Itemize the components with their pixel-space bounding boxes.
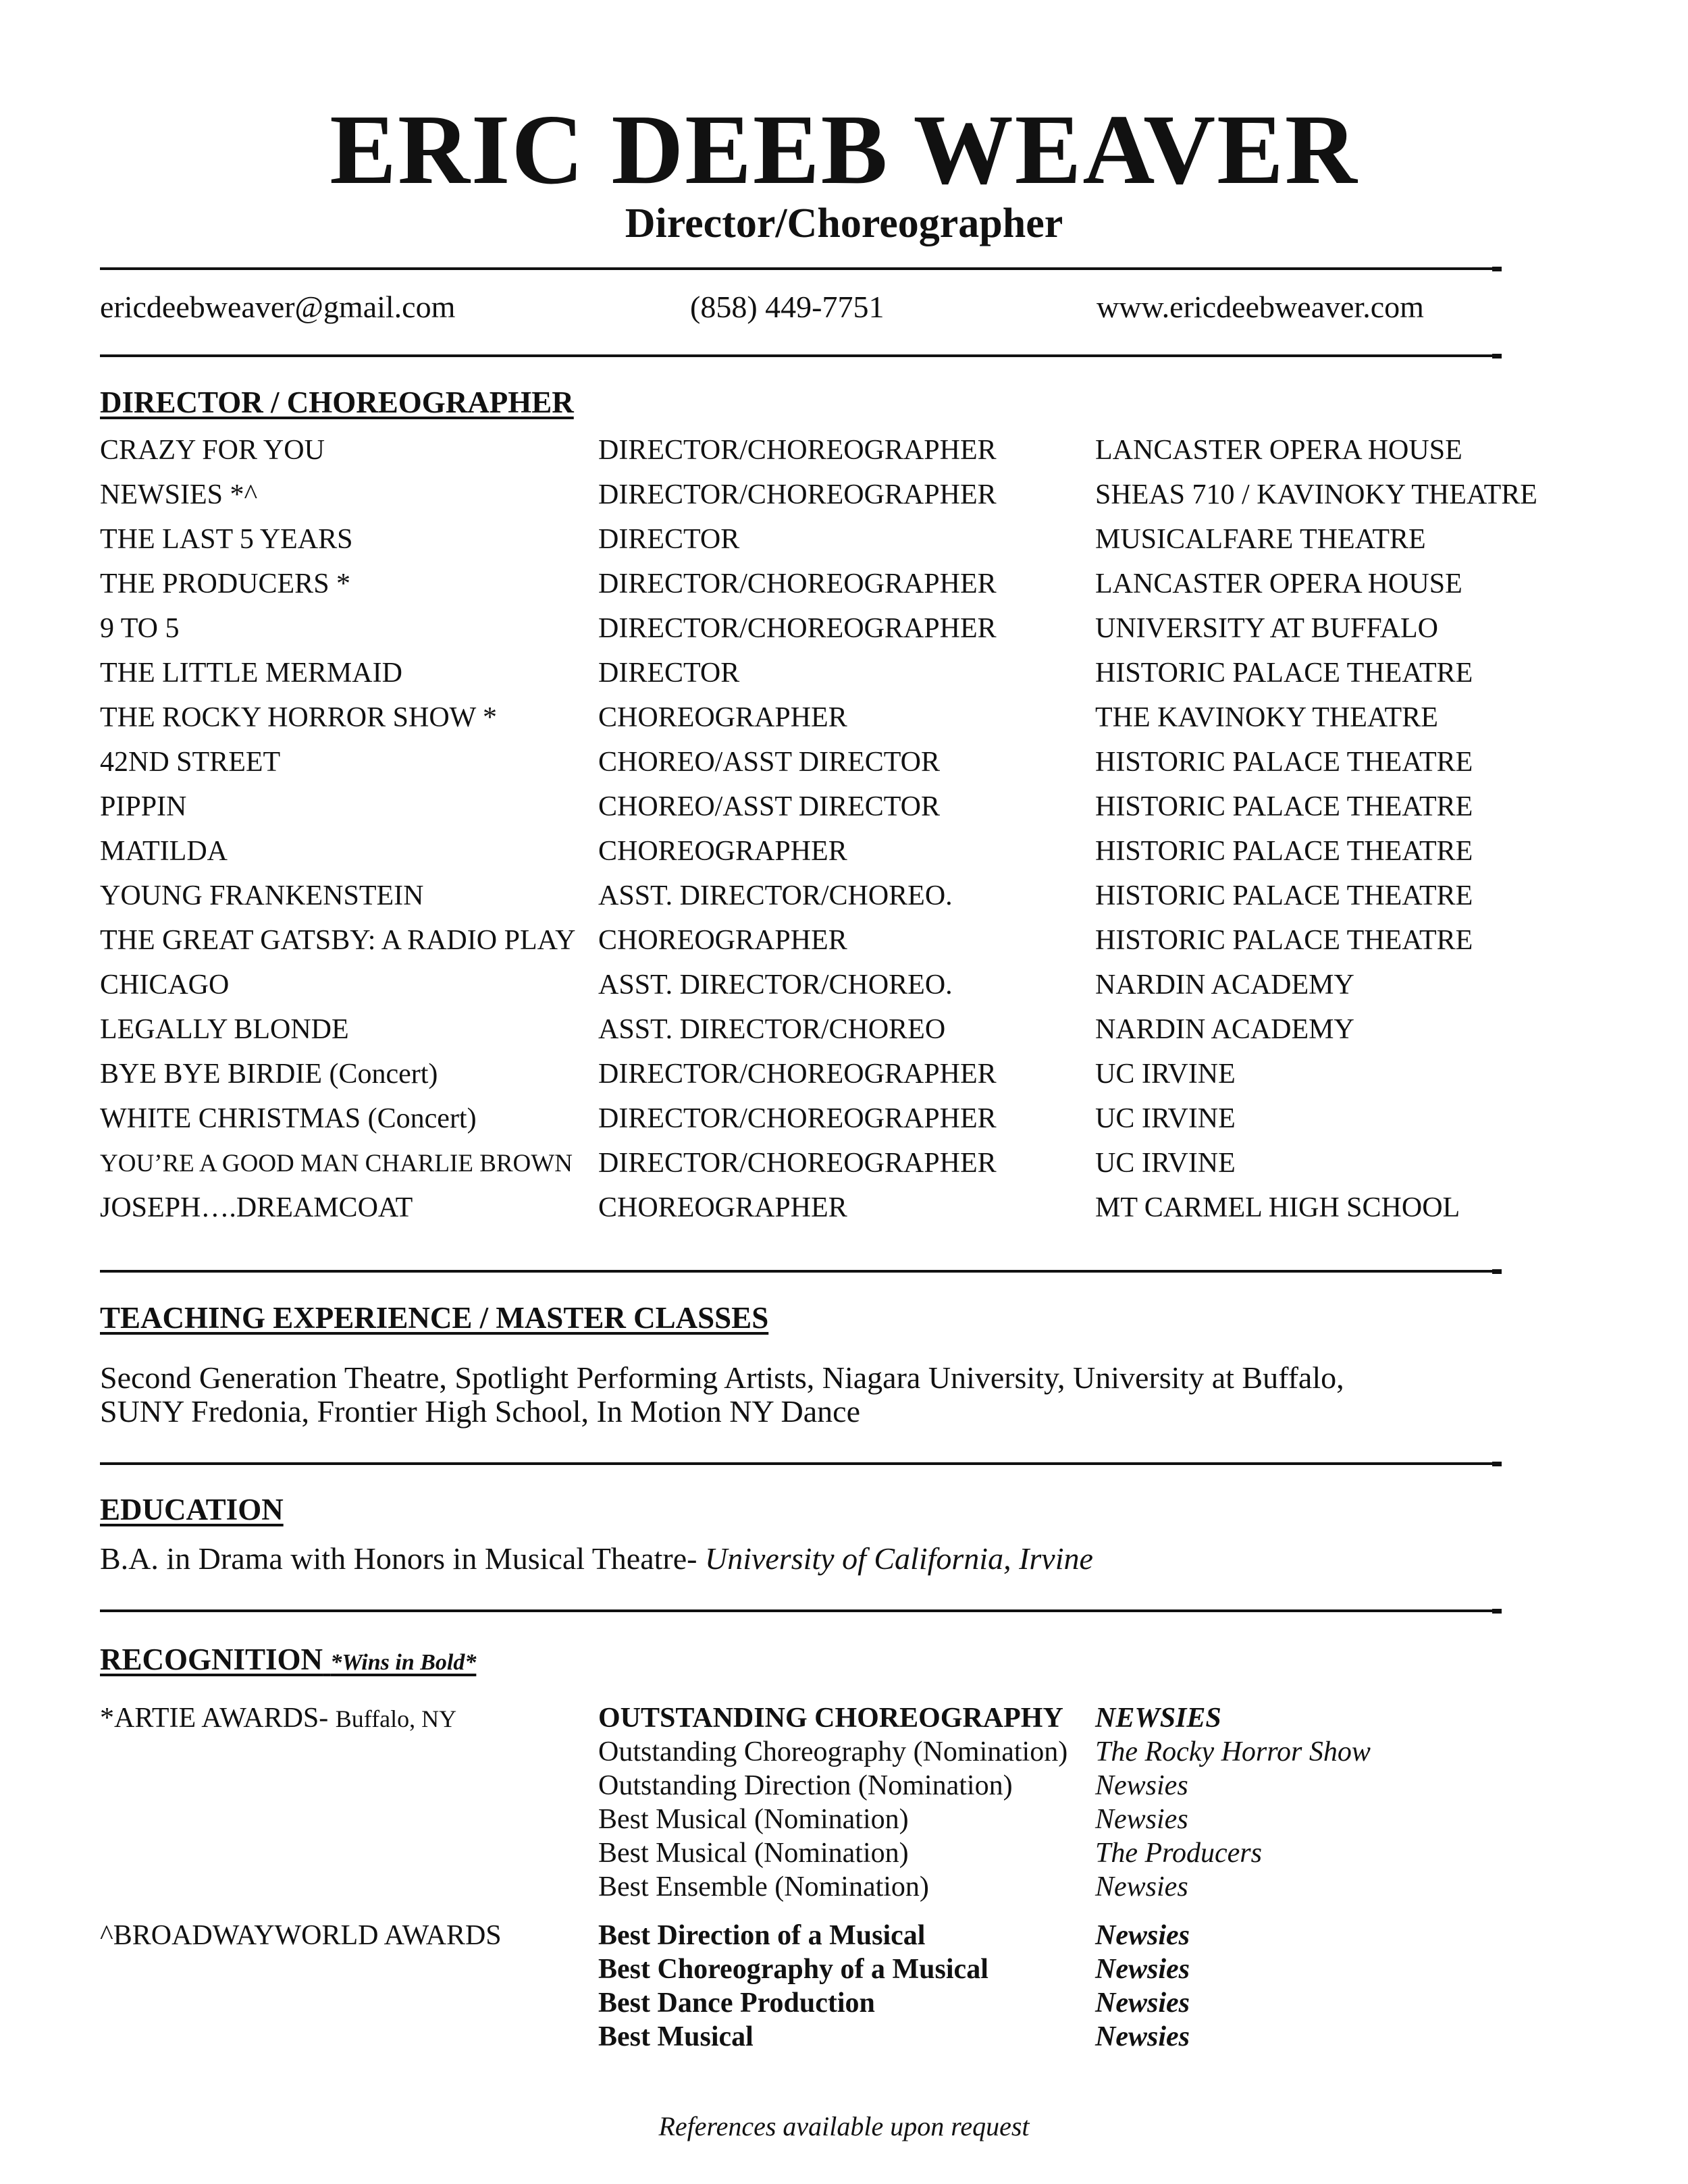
credit-venue: HISTORIC PALACE THEATRE <box>1095 925 1473 956</box>
credit-show: PIPPIN <box>100 791 187 822</box>
credit-row <box>100 926 1585 971</box>
contact-website[interactable]: www.ericdeebweaver.com <box>1097 290 1424 324</box>
credit-row <box>100 614 1585 659</box>
award-name: Best Musical (Nomination) <box>598 1804 909 1835</box>
credit-venue: HISTORIC PALACE THEATRE <box>1095 791 1473 822</box>
award-row <box>598 1736 1371 1772</box>
teaching-line-1: Second Generation Theatre, Spotlight Performing Artists, Niagara University, University at Buffalo, <box>100 1360 1344 1395</box>
credit-row <box>100 570 1585 614</box>
divider <box>100 1270 1492 1273</box>
credit-row <box>100 481 1585 525</box>
credit-row <box>100 882 1585 926</box>
credit-venue: THE KAVINOKY THEATRE <box>1095 702 1438 733</box>
divider <box>100 1609 1492 1612</box>
credit-show: THE ROCKY HORROR SHOW * <box>100 702 498 733</box>
credit-role: DIRECTOR <box>598 524 740 555</box>
credit-row <box>100 659 1585 703</box>
credit-role: CHOREOGRAPHER <box>598 702 847 733</box>
credit-show: NEWSIES *^ <box>100 479 258 510</box>
recognition-title: RECOGNITION <box>100 1643 323 1676</box>
award-row <box>598 1988 1190 2023</box>
credit-role: ASST. DIRECTOR/CHOREO. <box>598 880 953 911</box>
credit-show: 9 TO 5 <box>100 613 180 644</box>
award-name: Best Choreography of a Musical <box>598 1954 988 1985</box>
credit-venue: UC IRVINE <box>1095 1059 1236 1090</box>
credit-row <box>100 1194 1585 1238</box>
credit-venue: MT CARMEL HIGH SCHOOL <box>1095 1192 1460 1223</box>
credit-venue: LANCASTER OPERA HOUSE <box>1095 568 1462 600</box>
section-heading-education: EDUCATION <box>100 1493 284 1526</box>
credit-row <box>100 525 1585 570</box>
award-name: Best Dance Production <box>598 1988 875 2019</box>
resume-title: Director/Choreographer <box>625 201 1063 246</box>
credit-role: ASST. DIRECTOR/CHOREO <box>598 1014 946 1045</box>
credit-role: DIRECTOR <box>598 658 740 689</box>
award-work: Newsies <box>1095 1988 1190 2019</box>
credit-show: THE LITTLE MERMAID <box>100 658 402 689</box>
divider <box>100 354 1492 357</box>
credit-row <box>100 1015 1585 1060</box>
credit-row <box>100 1060 1585 1104</box>
credit-row <box>100 1149 1585 1194</box>
credit-show: BYE BYE BIRDIE (Concert) <box>100 1059 438 1090</box>
credit-role: DIRECTOR/CHOREOGRAPHER <box>598 435 997 466</box>
credit-show: THE PRODUCERS * <box>100 568 351 600</box>
award-row <box>598 1871 1188 1907</box>
award-category-location: Buffalo, NY <box>335 1705 457 1732</box>
award-row <box>598 1920 1190 1955</box>
credit-role: DIRECTOR/CHOREOGRAPHER <box>598 1059 997 1090</box>
recognition-note: *Wins in Bold* <box>330 1650 477 1675</box>
award-name: Outstanding Choreography (Nomination) <box>598 1736 1068 1767</box>
credit-show: MATILDA <box>100 836 228 867</box>
credit-show: 42ND STREET <box>100 747 281 778</box>
credit-venue: HISTORIC PALACE THEATRE <box>1095 880 1473 911</box>
award-category-label: *ARTIE AWARDS- <box>100 1703 336 1734</box>
award-name: Outstanding Direction (Nomination) <box>598 1770 1013 1801</box>
teaching-line-2: SUNY Fredonia, Frontier High School, In Motion NY Dance <box>100 1394 861 1429</box>
award-category-broadwayworld: ^BROADWAYWORLD AWARDS <box>100 1920 502 1951</box>
credit-venue: UC IRVINE <box>1095 1103 1236 1134</box>
credit-row <box>100 1104 1585 1149</box>
education-school: University of California, Irvine <box>704 1541 1093 1576</box>
credit-row <box>100 971 1585 1015</box>
divider <box>100 267 1492 270</box>
credit-show: CHICAGO <box>100 969 230 1001</box>
references-note: References available upon request <box>658 2111 1030 2141</box>
contact-email[interactable]: ericdeebweaver@gmail.com <box>100 290 456 324</box>
award-work: Newsies <box>1095 1920 1190 1951</box>
credit-row <box>100 793 1585 837</box>
award-name: Best Direction of a Musical <box>598 1920 926 1951</box>
credit-row <box>100 436 1585 481</box>
award-work: Newsies <box>1095 1804 1188 1835</box>
award-name: Best Musical <box>598 2021 754 2052</box>
credit-role: CHOREOGRAPHER <box>598 925 847 956</box>
award-name: OUTSTANDING CHOREOGRAPHY <box>598 1703 1063 1734</box>
award-work: The Rocky Horror Show <box>1095 1736 1371 1767</box>
award-work: Newsies <box>1095 1871 1188 1902</box>
award-work: Newsies <box>1095 1954 1190 1985</box>
credit-role: CHOREOGRAPHER <box>598 1192 847 1223</box>
credit-role: DIRECTOR/CHOREOGRAPHER <box>598 568 997 600</box>
award-category-artie <box>100 1704 456 1732</box>
credit-role: CHOREOGRAPHER <box>598 836 847 867</box>
award-name: Best Musical (Nomination) <box>598 1838 909 1869</box>
credit-venue: UNIVERSITY AT BUFFALO <box>1095 613 1438 644</box>
section-heading-recognition <box>100 1645 476 1675</box>
award-work: Newsies <box>1095 1770 1188 1801</box>
credit-show: THE LAST 5 YEARS <box>100 524 353 555</box>
credit-role: DIRECTOR/CHOREOGRAPHER <box>598 479 997 510</box>
credit-role: DIRECTOR/CHOREOGRAPHER <box>598 1148 997 1179</box>
education-entry <box>100 1542 1518 1576</box>
credit-show: YOU’RE A GOOD MAN CHARLIE BROWN <box>100 1150 573 1177</box>
award-row <box>598 1838 1262 1873</box>
award-row <box>598 1954 1190 1989</box>
credit-role: DIRECTOR/CHOREOGRAPHER <box>598 613 997 644</box>
credit-row <box>100 837 1585 882</box>
credit-show: YOUNG FRANKENSTEIN <box>100 880 424 911</box>
award-work: The Producers <box>1095 1838 1262 1869</box>
education-degree: B.A. in Drama with Honors in Musical Theatre- <box>100 1541 705 1576</box>
resume-name: ERIC DEEB WEAVER <box>329 95 1359 205</box>
credit-role: CHOREO/ASST DIRECTOR <box>598 747 941 778</box>
credit-show: JOSEPH….DREAMCOAT <box>100 1192 413 1223</box>
credit-venue: SHEAS 710 / KAVINOKY THEATRE <box>1095 479 1537 510</box>
credit-show: WHITE CHRISTMAS (Concert) <box>100 1103 477 1134</box>
credit-venue: NARDIN ACADEMY <box>1095 1014 1354 1045</box>
award-work: NEWSIES <box>1095 1703 1221 1734</box>
credit-role: ASST. DIRECTOR/CHOREO. <box>598 969 953 1001</box>
credit-venue: HISTORIC PALACE THEATRE <box>1095 658 1473 689</box>
award-row <box>598 1770 1188 1805</box>
section-heading-teaching: TEACHING EXPERIENCE / MASTER CLASSES <box>100 1301 769 1335</box>
credit-venue: UC IRVINE <box>1095 1148 1236 1179</box>
credit-venue: HISTORIC PALACE THEATRE <box>1095 836 1473 867</box>
credit-role: DIRECTOR/CHOREOGRAPHER <box>598 1103 997 1134</box>
award-row <box>598 1804 1188 1839</box>
award-row <box>598 1703 1221 1738</box>
credit-row <box>100 748 1585 793</box>
credit-venue: NARDIN ACADEMY <box>1095 969 1354 1001</box>
award-work: Newsies <box>1095 2021 1190 2052</box>
credit-venue: LANCASTER OPERA HOUSE <box>1095 435 1462 466</box>
section-heading-director: DIRECTOR / CHOREOGRAPHER <box>100 385 574 419</box>
credit-row <box>100 703 1585 748</box>
contact-phone[interactable]: (858) 449-7751 <box>690 290 885 324</box>
award-row <box>598 2021 1190 2056</box>
divider <box>100 1462 1492 1465</box>
award-name: Best Ensemble (Nomination) <box>598 1871 929 1902</box>
credit-show: LEGALLY BLONDE <box>100 1014 349 1045</box>
credit-role: CHOREO/ASST DIRECTOR <box>598 791 941 822</box>
credit-show: CRAZY FOR YOU <box>100 435 325 466</box>
credit-venue: MUSICALFARE THEATRE <box>1095 524 1426 555</box>
credit-venue: HISTORIC PALACE THEATRE <box>1095 747 1473 778</box>
credit-show: THE GREAT GATSBY: A RADIO PLAY <box>100 925 576 956</box>
